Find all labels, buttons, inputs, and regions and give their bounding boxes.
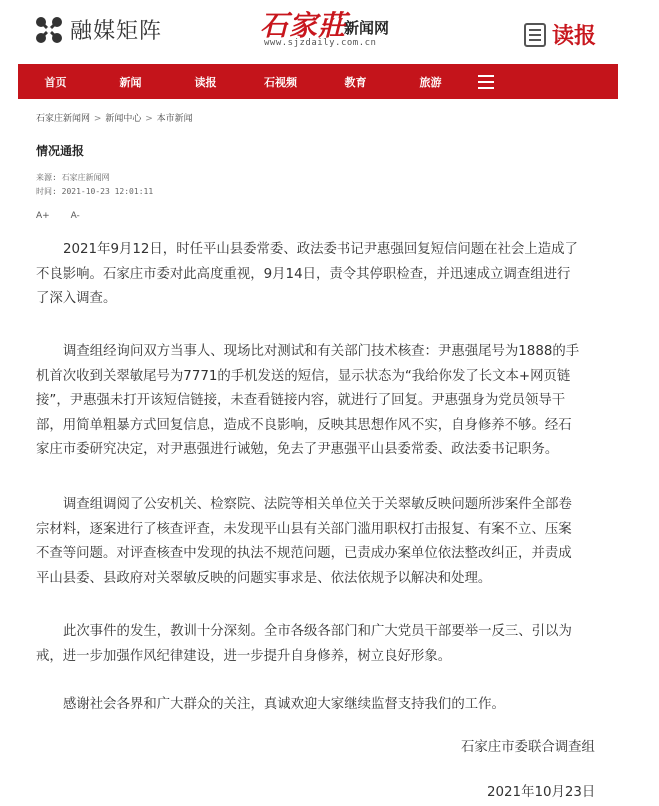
paragraph-line: 机首次收到关翠敏尾号为7771的手机发送的短信，显示状态为“我给你发了长文本+网页链 [36, 368, 571, 384]
article-signature: 石家庄市委联合调查组 [461, 740, 595, 755]
paragraph-line: 家庄市委研究决定，对尹惠强进行诫勉，免去了尹惠强平山县委常委、政法委书记职务。 [36, 442, 559, 457]
paragraph-line: 宗材料，逐案进行了核查评查，未发现平山县有关部门滥用职权打击报复、有案不立、压案 [36, 521, 572, 537]
paragraph-line: 平山县委、县政府对关翠敏反映的问题实事求是、依法依规予以解决和处理。 [36, 570, 492, 586]
paragraph-line: 调查组经询问双方当事人、现场比对测试和有关部门技术核查：尹惠强尾号为1888的手 [63, 344, 580, 359]
paragraph-line: 不良影响。石家庄市委对此高度重视，9月14日，责令其停职检查，并迅速成立调查组进行 [36, 266, 571, 282]
article-paragraph [36, 620, 572, 669]
paragraph-line: 不查等问题。对评查核查中发现的执法不规范问题，已责成办案单位依法整改纠正，并责成 [36, 546, 572, 561]
paragraph-line: 部，用简单粗暴方式回复信息，造成不良影响，反映其思想作风不实，自身修养不够。经石 [36, 417, 572, 433]
paragraph-line: 接”，尹惠强未打开该短信链接，未查看链接内容，就进行了回复。尹惠强身为党员领导干 [36, 393, 566, 408]
nav-item-travel[interactable]: 旅游 [419, 75, 442, 89]
nav-item-news[interactable]: 新闻 [119, 75, 142, 89]
nav-item-video[interactable]: 石视频 [264, 75, 297, 89]
breadcrumb-separator: > [93, 114, 102, 124]
paragraph-line: 了深入调查。 [36, 291, 117, 306]
media-matrix-label: 融媒矩阵 [70, 19, 163, 44]
nav-item-education[interactable]: 教育 [344, 75, 367, 89]
hamburger-menu-icon[interactable] [478, 75, 494, 89]
breadcrumb-news-center[interactable]: 新闻中心 [105, 114, 142, 124]
paragraph-line: 调查组调阅了公安机关、检察院、法院等相关单位关于关翠敏反映问题所涉案件全部卷 [63, 497, 572, 512]
logo-news-text: 新闻网 [344, 19, 390, 37]
paragraph-line: 此次事件的发生，教训十分深刻。全市各级各部门和广大党员干部要举一反三、引以为 [63, 624, 572, 639]
article-paragraph [63, 693, 505, 718]
font-larger-button[interactable]: A+ [36, 211, 50, 221]
breadcrumb-separator: > [145, 114, 153, 124]
read-paper-link[interactable] [524, 19, 596, 50]
article-paragraph [36, 340, 580, 463]
paragraph-line: 感谢社会各界和广大群众的关注，真诚欢迎大家继续监督支持我们的工作。 [63, 697, 505, 712]
logo-url: www.sjzdaily.com.cn [264, 38, 377, 48]
nav-item-read-paper[interactable]: 读报 [194, 75, 217, 89]
site-logo[interactable] [260, 4, 410, 54]
article-date: 2021年10月23日 [487, 785, 596, 800]
breadcrumb-local-news[interactable]: 本市新闻 [156, 114, 193, 124]
article-time: 时间: 2021-10-23 12:01:11 [36, 187, 154, 196]
article-paragraph [36, 238, 578, 312]
article-paragraph [36, 493, 572, 591]
paragraph-line: 2021年9月12日，时任平山县委常委、政法委书记尹惠强回复短信问题在社会上造成了 [63, 242, 578, 257]
article-title: 情况通报 [36, 144, 85, 158]
matrix-logo-icon [34, 15, 64, 45]
article-source: 来源: 石家庄新闻网 [36, 173, 110, 182]
newspaper-icon [524, 23, 546, 47]
media-matrix-link[interactable] [34, 14, 162, 45]
main-nav [18, 64, 618, 99]
site-header [0, 0, 659, 66]
read-paper-label: 读报 [552, 24, 597, 49]
paragraph-line: 戒，进一步加强作风纪律建设，进一步提升自身修养，树立良好形象。 [36, 648, 452, 664]
logo-calligraphy: 石家莊 [260, 9, 348, 42]
breadcrumb-home[interactable]: 石家庄新闻网 [36, 114, 91, 124]
font-size-controls [36, 211, 98, 221]
breadcrumb [36, 111, 193, 124]
font-smaller-button[interactable]: A- [70, 211, 80, 221]
nav-item-home[interactable]: 首页 [44, 75, 67, 89]
